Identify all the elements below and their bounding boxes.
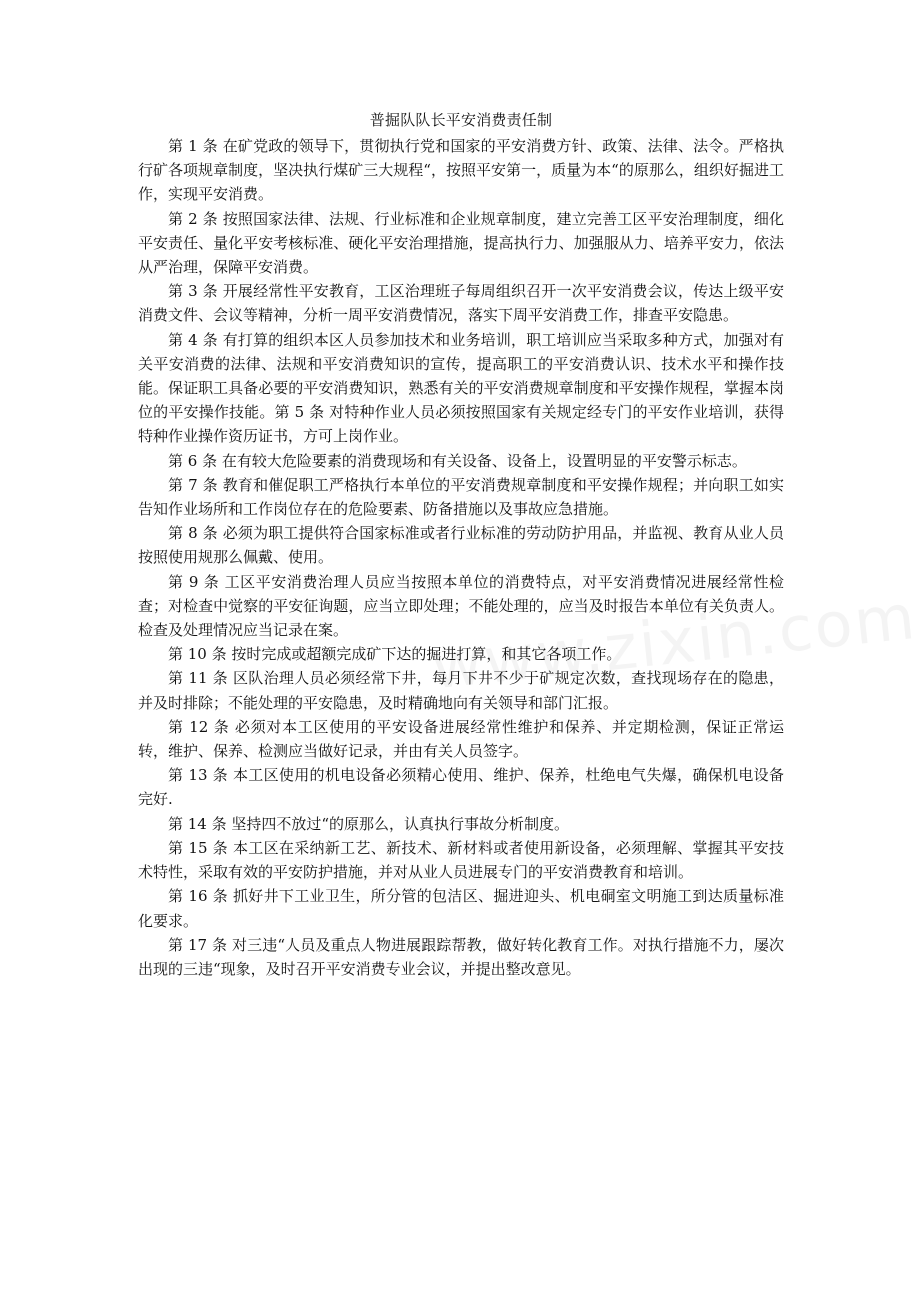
clause-1: 第 1 条 在矿党政的领导下，贯彻执行党和国家的平安消费方针、政策、法律、法令。严格执行矿各项规章制度，坚决执行煤矿三大规程“，按照平安第一，质量为本“的原那么，组织好掘进工作，实现平安消费。 <box>138 137 784 204</box>
clause-6: 第 6 条 在有较大危险要素的消费现场和有关设备、设备上，设置明显的平安警示标志。 <box>168 451 747 470</box>
clause-7: 第 7 条 教育和催促职工严格执行本单位的平安消费规章制度和平安操作规程；并向职工如实告知作业场所和工作岗位存在的危险要素、防备措施以及事故应急措施。 <box>138 475 784 519</box>
clause-4-5: 第 4 条 有打算的组织本区人员参加技术和业务培训，职工培训应当采取多种方式，加强对有关平安消费的法律、法规和平安消费知识的宣传，提高职工的平安消费认识、技术水平和操作技能。保证职工具备必要的平安消费知识，熟悉有关的平安消费规章制度和平安操作规程，掌握本岗位的平安操作技能。第 5 条 对特种作业人员必须按照国家有关规定经专门的平安作业培训，获得特种作业操作资历证书，方可上岗作业。 <box>138 330 784 446</box>
clause-14: 第 14 条 坚持四不放过“的原那么，认真执行事故分析制度。 <box>168 814 570 833</box>
clause-17: 第 17 条 对三违“人员及重点人物进展跟踪帮教，做好转化教育工作。对执行措施不力，屡次出现的三违“现象，及时召开平安消费专业会议，并提出整改意见。 <box>138 935 784 978</box>
clause-8: 第 8 条 必须为职工提供符合国家标准或者行业标准的劳动防护用品，并监视、教育从业人员按照使用规那么佩戴、使用。 <box>138 524 784 567</box>
document-title: 普掘队队长平安消费责任制 <box>369 111 553 129</box>
clause-12: 第 12 条 必须对本工区使用的平安设备进展经常性维护和保养、并定期检测，保证正常运转，维护、保养、检测应当做好记录，并由有关人员签字。 <box>138 717 784 761</box>
clause-3: 第 3 条 开展经常性平安教育，工区治理班子每周组织召开一次平安消费会议，传达上级平安消费文件、会议等精神，分析一周平安消费情况，落实下周平安消费工作，排查平安隐患。 <box>138 282 784 325</box>
document-page <box>138 108 784 981</box>
clause-2: 第 2 条 按照国家法律、法规、行业标准和企业规章制度，建立完善工区平安治理制度，细化平安责任、量化平安考核标准、硬化平安治理措施，提高执行力、加强服从力、培养平安力，依法从严治理，保障平安消费。 <box>138 209 784 277</box>
clause-9: 第 9 条 工区平安消费治理人员应当按照本单位的消费特点，对平安消费情况进展经常性检查；对检查中觉察的平安征询题，应当立即处理；不能处理的，应当及时报告本单位有关负责人。检查及处理情况应当记录在案。 <box>138 572 784 640</box>
clause-13: 第 13 条 本工区使用的机电设备必须精心使用、维护、保养，杜绝电气失爆，确保机电设备完好. <box>138 766 784 809</box>
clause-10: 第 10 条 按时完成或超额完成矿下达的掘进打算，和其它各项工作。 <box>168 645 622 664</box>
clause-16: 第 16 条 抓好井下工业卫生，所分管的包洁区、掘进迎头、机电硐室文明施工到达质量标准化要求。 <box>138 887 784 930</box>
clause-15: 第 15 条 本工区在采纳新工艺、新技术、新材料或者使用新设备，必须理解、掌握其平安技术特性，采取有效的平安防护措施，并对从业人员进展专门的平安消费教育和培训。 <box>138 838 784 882</box>
clause-11: 第 11 条 区队治理人员必须经常下井，每月下井不少于矿规定次数，查找现场存在的隐患，并及时排除；不能处理的平安隐患，及时精确地向有关领导和部门汇报。 <box>138 669 784 712</box>
